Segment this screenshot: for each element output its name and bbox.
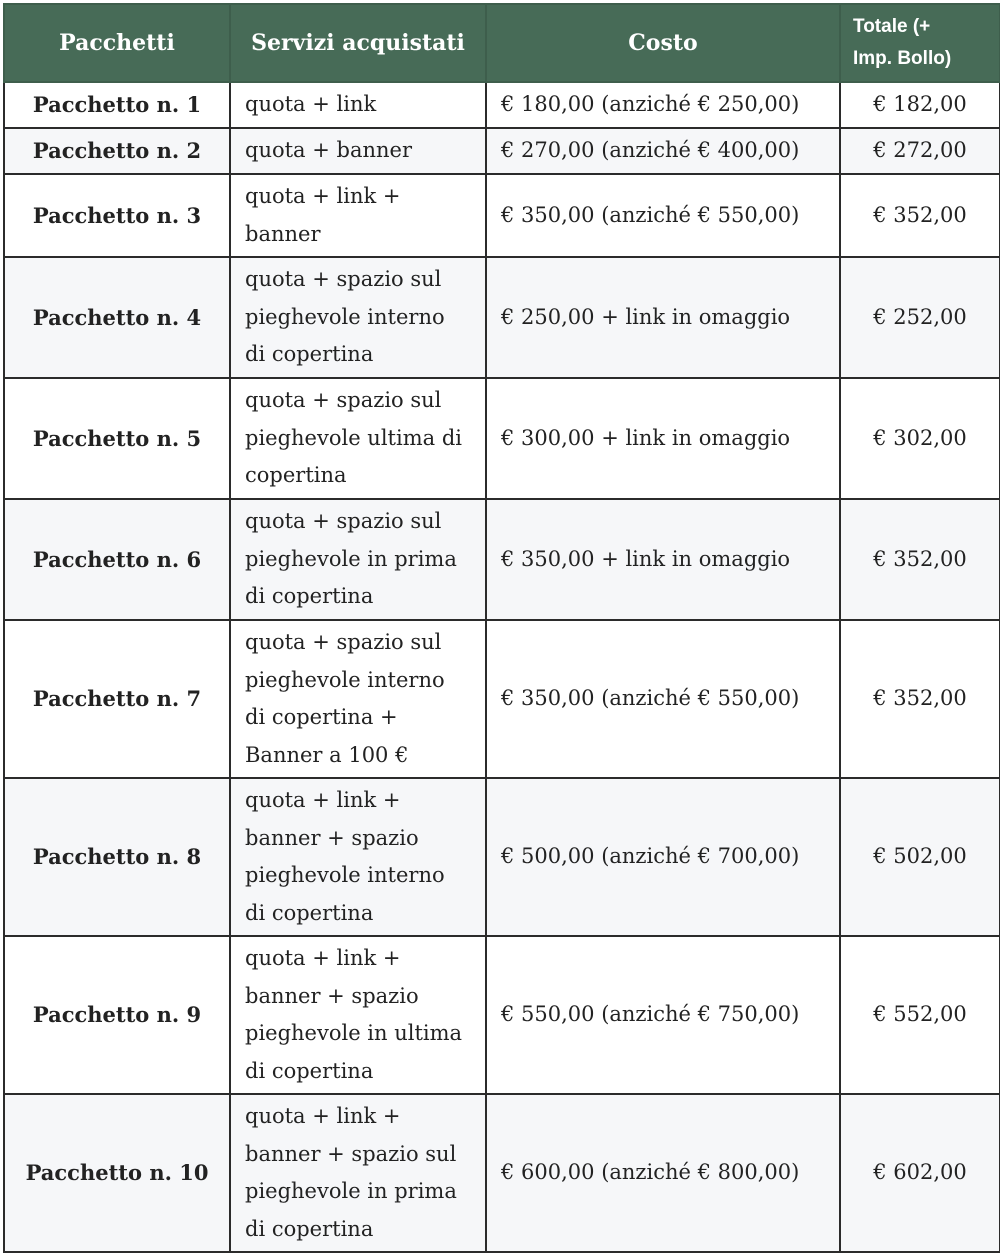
table-row bbox=[4, 257, 1000, 378]
package-name: Pacchetto n. 3 bbox=[4, 174, 230, 257]
header-cost: Costo bbox=[486, 4, 840, 82]
packages-table-container bbox=[3, 3, 999, 1253]
package-name: Pacchetto n. 6 bbox=[4, 499, 230, 620]
package-total: € 272,00 bbox=[840, 128, 1000, 174]
header-total-line1: Totale (+ bbox=[853, 16, 931, 37]
package-services: quota + link + banner + spazio pieghevole in ultima di copertina bbox=[230, 936, 486, 1094]
table-row bbox=[4, 620, 1000, 778]
package-name: Pacchetto n. 4 bbox=[4, 257, 230, 378]
header-packages: Pacchetti bbox=[4, 4, 230, 82]
package-total: € 252,00 bbox=[840, 257, 1000, 378]
package-total: € 352,00 bbox=[840, 499, 1000, 620]
package-cost: € 500,00 (anziché € 700,00) bbox=[486, 778, 840, 936]
table-header-row bbox=[4, 4, 1000, 82]
package-cost: € 350,00 (anziché € 550,00) bbox=[486, 174, 840, 257]
package-cost: € 270,00 (anziché € 400,00) bbox=[486, 128, 840, 174]
header-total bbox=[840, 4, 1000, 82]
package-total: € 352,00 bbox=[840, 620, 1000, 778]
table-row bbox=[4, 1094, 1000, 1252]
packages-table bbox=[3, 3, 1000, 1253]
header-total-line2: Imp. Bollo) bbox=[853, 48, 952, 69]
package-name: Pacchetto n. 10 bbox=[4, 1094, 230, 1252]
table-row bbox=[4, 174, 1000, 257]
table-row bbox=[4, 82, 1000, 128]
package-services: quota + spazio sul pieghevole interno di copertina bbox=[230, 257, 486, 378]
table-row bbox=[4, 378, 1000, 499]
package-services: quota + banner bbox=[230, 128, 486, 174]
package-cost: € 180,00 (anziché € 250,00) bbox=[486, 82, 840, 128]
package-total: € 552,00 bbox=[840, 936, 1000, 1094]
package-services: quota + spazio sul pieghevole interno di copertina + Banner a 100 € bbox=[230, 620, 486, 778]
package-name: Pacchetto n. 1 bbox=[4, 82, 230, 128]
package-cost: € 250,00 + link in omaggio bbox=[486, 257, 840, 378]
table-row bbox=[4, 936, 1000, 1094]
package-services: quota + link bbox=[230, 82, 486, 128]
package-name: Pacchetto n. 7 bbox=[4, 620, 230, 778]
package-total: € 182,00 bbox=[840, 82, 1000, 128]
package-cost: € 300,00 + link in omaggio bbox=[486, 378, 840, 499]
package-services: quota + spazio sul pieghevole ultima di copertina bbox=[230, 378, 486, 499]
package-cost: € 350,00 (anziché € 550,00) bbox=[486, 620, 840, 778]
package-cost: € 350,00 + link in omaggio bbox=[486, 499, 840, 620]
package-services: quota + link + banner + spazio sul pieghevole in prima di copertina bbox=[230, 1094, 486, 1252]
package-total: € 302,00 bbox=[840, 378, 1000, 499]
package-name: Pacchetto n. 8 bbox=[4, 778, 230, 936]
package-cost: € 550,00 (anziché € 750,00) bbox=[486, 936, 840, 1094]
package-total: € 602,00 bbox=[840, 1094, 1000, 1252]
header-services: Servizi acquistati bbox=[230, 4, 486, 82]
package-total: € 502,00 bbox=[840, 778, 1000, 936]
package-name: Pacchetto n. 5 bbox=[4, 378, 230, 499]
table-row bbox=[4, 778, 1000, 936]
package-total: € 352,00 bbox=[840, 174, 1000, 257]
table-row bbox=[4, 499, 1000, 620]
package-services: quota + link + banner + spazio pieghevole interno di copertina bbox=[230, 778, 486, 936]
package-services: quota + spazio sul pieghevole in prima di copertina bbox=[230, 499, 486, 620]
package-name: Pacchetto n. 2 bbox=[4, 128, 230, 174]
package-services: quota + link + banner bbox=[230, 174, 486, 257]
table-row bbox=[4, 128, 1000, 174]
package-cost: € 600,00 (anziché € 800,00) bbox=[486, 1094, 840, 1252]
package-name: Pacchetto n. 9 bbox=[4, 936, 230, 1094]
